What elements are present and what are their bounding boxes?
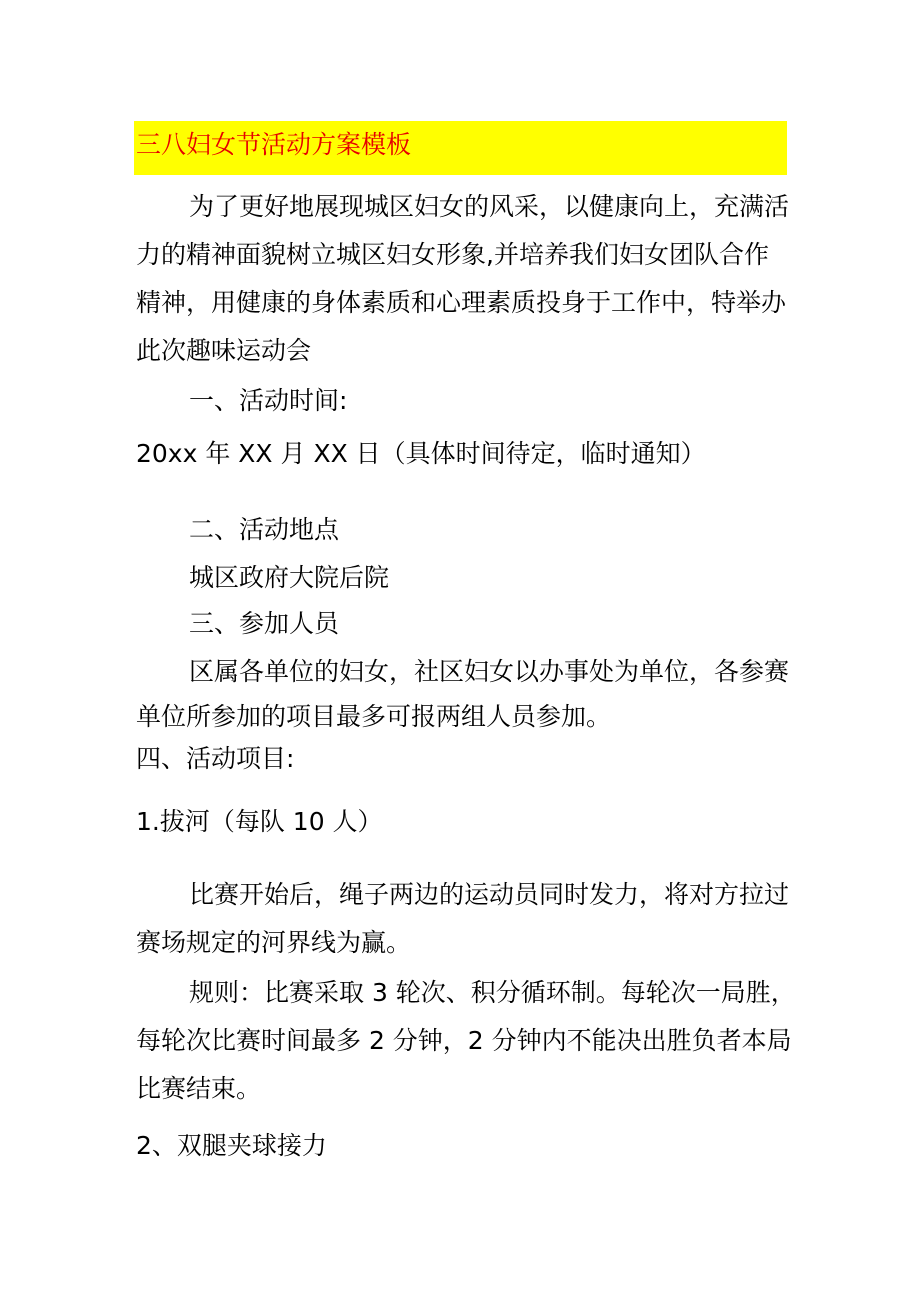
section-heading-time: 一、活动时间: xyxy=(189,386,348,415)
section-heading-activities: 四、活动项目: xyxy=(136,744,295,773)
tug-of-war-desc-line: 赛场规定的河界线为赢。 xyxy=(136,928,412,957)
intro-line: 为了更好地展现城区妇女的风采，以健康向上，充满活 xyxy=(189,192,790,221)
participants-line: 区属各单位的妇女，社区妇女以办事处为单位，各参赛 xyxy=(189,657,790,686)
tug-of-war-rules-line: 规则：比赛采取 3 轮次、积分循环制。每轮次一局胜， xyxy=(189,978,796,1007)
tug-of-war-desc-line: 比赛开始后，绳子两边的运动员同时发力，将对方拉过 xyxy=(189,880,790,909)
event-date: 20xx 年 XX 月 XX 日（具体时间待定，临时通知） xyxy=(136,439,706,468)
activity-title-leg-ball-relay: 2、双腿夹球接力 xyxy=(136,1131,327,1160)
intro-line: 力的精神面貌树立城区妇女形象,并培养我们妇女团队合作 xyxy=(136,240,769,269)
intro-line: 精神，用健康的身体素质和心理素质投身于工作中，特举办 xyxy=(136,288,787,317)
section-heading-participants: 三、参加人员 xyxy=(189,609,340,638)
event-location: 城区政府大院后院 xyxy=(189,563,390,592)
activity-title-tug-of-war: 1.拔河（每队 10 人） xyxy=(136,807,383,836)
participants-line: 单位所参加的项目最多可报两组人员参加。 xyxy=(136,702,612,731)
document-title: 三八妇女节活动方案模板 xyxy=(136,130,412,159)
section-heading-location: 二、活动地点 xyxy=(189,515,340,544)
tug-of-war-rules-line: 每轮次比赛时间最多 2 分钟，2 分钟内不能决出胜负者本局 xyxy=(136,1026,792,1055)
tug-of-war-rules-line: 比赛结束。 xyxy=(136,1074,262,1103)
intro-line: 此次趣味运动会 xyxy=(136,336,312,365)
